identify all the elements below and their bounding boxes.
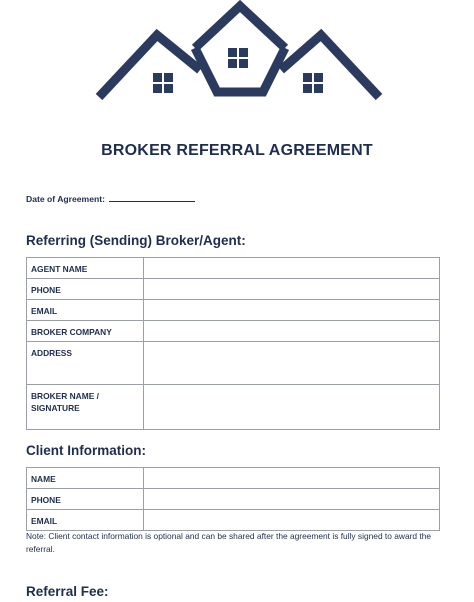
table-row — [27, 321, 440, 342]
date-of-agreement — [26, 193, 195, 204]
broker-signature-field[interactable] — [144, 385, 440, 430]
table-row — [27, 279, 440, 300]
row-label-agent-name: AGENT NAME — [27, 258, 144, 279]
email-field[interactable] — [144, 300, 440, 321]
phone-field[interactable] — [144, 279, 440, 300]
row-label-phone: PHONE — [27, 279, 144, 300]
row-label-address: ADDRESS — [27, 342, 144, 385]
table-row — [27, 468, 440, 489]
address-field[interactable] — [144, 342, 440, 385]
house-roofs-logo-icon — [95, 0, 385, 102]
table-row — [27, 385, 440, 430]
client-email-field[interactable] — [144, 510, 440, 531]
referring-broker-heading: Referring (Sending) Broker/Agent: — [26, 233, 246, 248]
row-label-email: EMAIL — [27, 300, 144, 321]
row-label-broker-signature: BROKER NAME / SIGNATURE — [27, 385, 144, 430]
date-field[interactable] — [109, 193, 195, 202]
document-title: BROKER REFERRAL AGREEMENT — [101, 142, 373, 159]
broker-company-field[interactable] — [144, 321, 440, 342]
date-label: Date of Agreement: — [26, 194, 105, 204]
referring-broker-table — [26, 257, 440, 430]
row-label-client-name: NAME — [27, 468, 144, 489]
table-row — [27, 489, 440, 510]
row-label-broker-company: BROKER COMPANY — [27, 321, 144, 342]
client-info-note: Note: Client contact information is optional and can be shared after the agreement is fully signed to award the referral. — [26, 531, 432, 554]
referral-fee-heading: Referral Fee: — [26, 584, 109, 599]
agent-name-field[interactable] — [144, 258, 440, 279]
table-row — [27, 258, 440, 279]
table-row — [27, 342, 440, 385]
client-information-heading: Client Information: — [26, 443, 146, 458]
row-label-client-phone: PHONE — [27, 489, 144, 510]
table-row — [27, 300, 440, 321]
table-row — [27, 510, 440, 531]
client-name-field[interactable] — [144, 468, 440, 489]
client-phone-field[interactable] — [144, 489, 440, 510]
client-information-table — [26, 467, 440, 531]
row-label-client-email: EMAIL — [27, 510, 144, 531]
